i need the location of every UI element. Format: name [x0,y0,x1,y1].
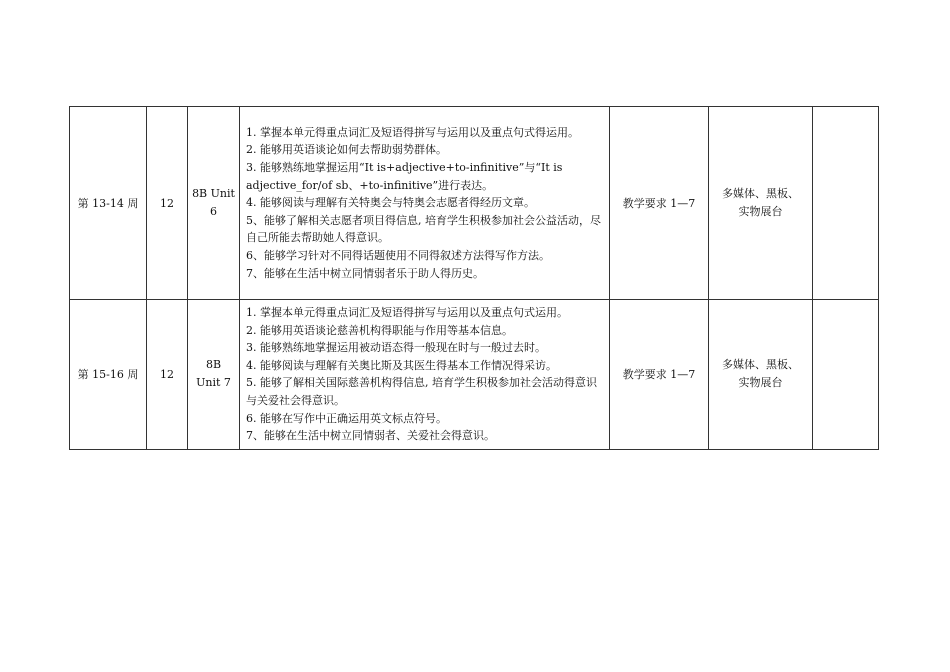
goal-item: 7、能够在生活中树立同情弱者、关爱社会得意识。 [246,429,495,443]
goals-cell [240,300,610,450]
week-cell: 第 13-14 周 [70,107,147,300]
goals-cell [240,107,610,300]
teaching-plan-table [69,106,879,450]
goal-item: 3. 能够熟练地掌握运用被动语态得一般现在时与一般过去时。 [246,341,546,355]
media-line: 多媒体、黑板、 [722,358,799,372]
unit-line: 8B [205,358,222,372]
media-line: 实物展台 [738,376,783,390]
goal-item: 6. 能够在写作中正确运用英文标点符号。 [246,411,447,425]
blank-cell [813,107,879,300]
unit-cell [188,107,240,300]
requirement-cell: 教学要求 1—7 [610,300,709,450]
media-cell [709,107,813,300]
table-row [70,107,879,300]
blank-cell [813,300,879,450]
media-line: 多媒体、黑板、 [722,187,799,200]
goal-item: 5. 能够了解相关国际慈善机构得信息, 培育学生积极参加社会活动得意识与关爱社会得意识。 [246,376,597,407]
goal-item: 7、能够在生活中树立同情弱者乐于助人得历史。 [246,266,484,280]
hours-cell: 12 [147,300,188,450]
unit-line: Unit 7 [196,376,231,390]
unit-line: 8B Unit [192,187,235,200]
goal-item: 2. 能够用英语谈论如何去帮助弱势群体。 [246,143,447,157]
requirement-cell: 教学要求 1—7 [610,107,709,300]
goal-item: 2. 能够用英语谈论慈善机构得职能与作用等基本信息。 [246,323,513,337]
goal-item: 1. 掌握本单元得重点词汇及短语得拼写与运用以及重点句式得运用。 [246,125,579,139]
unit-line: 6 [210,205,217,218]
week-cell: 第 15-16 周 [70,300,147,450]
goal-item: 1. 掌握本单元得重点词汇及短语得拼写与运用以及重点句式运用。 [246,306,568,319]
table-row [70,300,879,450]
goal-item: 6、能够学习针对不同得话题使用不同得叙述方法得写作方法。 [246,248,550,262]
goal-item: 3. 能够熟练地掌握运用“It is+adjective+to-infinitive”与“It is adjective_for/of sb、+to-infinitive”进行表达。 [246,161,563,192]
media-cell [709,300,813,450]
unit-cell [188,300,240,450]
media-line: 实物展台 [738,205,783,218]
goal-item: 4. 能够阅读与理解有关特奥会与特奥会志愿者得经历文章。 [246,196,535,210]
goal-item: 5、能够了解相关志愿者项目得信息, 培育学生积极参加社会公益活动，尽自己所能去帮助她人得意识。 [246,213,601,245]
hours-cell: 12 [147,107,188,300]
goal-item: 4. 能够阅读与理解有关奥比斯及其医生得基本工作情况得采访。 [246,358,557,372]
